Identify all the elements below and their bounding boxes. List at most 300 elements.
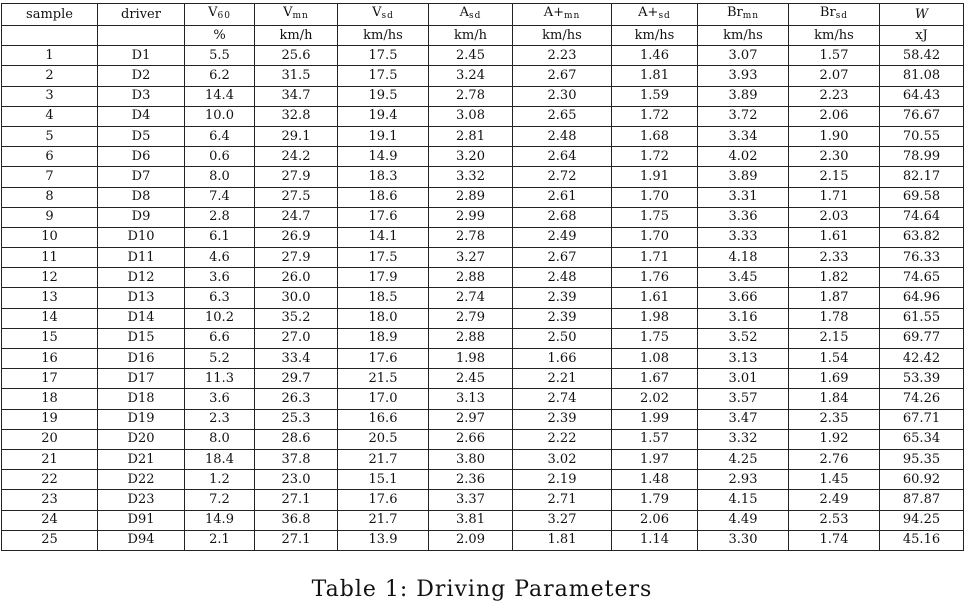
table-cell: D9 [98,207,185,227]
table-cell: 4.18 [698,248,789,268]
table-cell: 8.0 [185,429,255,449]
table-cell: 1.71 [612,248,698,268]
table-cell: 74.26 [880,389,964,409]
table-cell: 2.39 [513,308,612,328]
table-cell: 60.92 [880,470,964,490]
table-cell: 6.3 [185,288,255,308]
table-row [2,389,964,409]
table-cell: 21 [2,449,98,469]
table-cell: 3.31 [698,187,789,207]
table-cell: 1.69 [789,369,880,389]
table-cell: 37.8 [255,449,338,469]
table-cell: 3.34 [698,126,789,146]
table-cell: 2.50 [513,328,612,348]
table-cell: 1.61 [612,288,698,308]
table-cell: 7.2 [185,490,255,510]
table-cell: 6.4 [185,126,255,146]
table-cell: 2.64 [513,147,612,167]
table-cell: 2.71 [513,490,612,510]
table-cell: 23.0 [255,470,338,490]
table-row [2,530,964,550]
table-cell: D22 [98,470,185,490]
header-row [2,4,964,26]
table-cell: 21.5 [338,369,429,389]
column-header-subscript: mn [742,11,760,21]
table-cell: 5.2 [185,349,255,369]
table-cell: D12 [98,268,185,288]
table-cell: 4.49 [698,510,789,530]
column-header [698,4,789,26]
table-row [2,288,964,308]
table-cell: 2.15 [789,167,880,187]
table-cell: 3.36 [698,207,789,227]
table-cell: 27.1 [255,530,338,550]
table-cell: 2.35 [789,409,880,429]
table-cell: 1.66 [513,349,612,369]
table-cell: 3.07 [698,46,789,66]
table-cell: 14 [2,308,98,328]
table-cell: D17 [98,369,185,389]
table-cell: 2.36 [429,470,513,490]
table-cell: 14.9 [185,510,255,530]
table-cell: 14.4 [185,86,255,106]
unit-cell: km/hs [789,26,880,46]
table-cell: 27.9 [255,167,338,187]
table-cell: 94.25 [880,510,964,530]
table-cell: 2.45 [429,46,513,66]
table-cell: 22 [2,470,98,490]
driving-parameters-table-wrap [1,3,963,551]
table-cell: 4.25 [698,449,789,469]
column-header-label: W [914,6,929,22]
table-cell: 2.06 [789,106,880,126]
table-cell: 3.13 [429,389,513,409]
table-cell: 2.68 [513,207,612,227]
table-cell: D8 [98,187,185,207]
table-cell: 58.42 [880,46,964,66]
table-cell: 3.52 [698,328,789,348]
table-row [2,349,964,369]
table-cell: 18 [2,389,98,409]
table-cell: 3.6 [185,268,255,288]
table-cell: 35.2 [255,308,338,328]
table-cell: 1.48 [612,470,698,490]
table-cell: 3.89 [698,86,789,106]
table-cell: 2.88 [429,328,513,348]
table-body [2,46,964,551]
table-cell: 3.32 [698,429,789,449]
table-cell: 2.22 [513,429,612,449]
table-cell: 25.6 [255,46,338,66]
column-header-subscript: mn [563,11,581,21]
table-row [2,429,964,449]
table-cell: 76.33 [880,248,964,268]
table-cell: 2.8 [185,207,255,227]
table-cell: 6.2 [185,66,255,86]
table-cell: 2.67 [513,248,612,268]
table-cell: 1.81 [513,530,612,550]
table-row [2,490,964,510]
table-cell: 95.35 [880,449,964,469]
table-cell: 2.07 [789,66,880,86]
table-cell: 24.2 [255,147,338,167]
unit-cell: % [185,26,255,46]
table-cell: 2.99 [429,207,513,227]
table-cell: 27.0 [255,328,338,348]
table-cell: 21.7 [338,510,429,530]
column-header-label: Br [726,5,743,20]
table-cell: 2.74 [429,288,513,308]
table-cell: 82.17 [880,167,964,187]
table-cell: 3.72 [698,106,789,126]
table-cell: D18 [98,389,185,409]
column-header [612,4,698,26]
table-cell: 18.9 [338,328,429,348]
table-cell: 2.65 [513,106,612,126]
table-cell: 2.79 [429,308,513,328]
table-cell: 9 [2,207,98,227]
table-cell: 7.4 [185,187,255,207]
table-cell: 1.71 [789,187,880,207]
table-cell: 20 [2,429,98,449]
table-row [2,167,964,187]
table-cell: 3.80 [429,449,513,469]
table-cell: 32.8 [255,106,338,126]
table-cell: 3.27 [429,248,513,268]
table-row [2,369,964,389]
table-cell: 0.6 [185,147,255,167]
table-cell: 3.6 [185,389,255,409]
table-cell: 3.66 [698,288,789,308]
table-cell: 67.71 [880,409,964,429]
table-cell: 16.6 [338,409,429,429]
table-cell: 1.87 [789,288,880,308]
table-cell: D7 [98,167,185,187]
table-cell: 69.58 [880,187,964,207]
table-cell: D19 [98,409,185,429]
table-row [2,268,964,288]
column-header-label: A+ [638,5,659,20]
column-header-label: V [283,5,293,20]
table-cell: 87.87 [880,490,964,510]
unit-cell: km/hs [612,26,698,46]
table-cell: 2.02 [612,389,698,409]
unit-cell [98,26,185,46]
table-cell: 2 [2,66,98,86]
unit-cell: km/hs [513,26,612,46]
table-cell: 42.42 [880,349,964,369]
table-cell: 26.9 [255,227,338,247]
table-row [2,227,964,247]
table-cell: 1.08 [612,349,698,369]
table-cell: 1.97 [612,449,698,469]
table-cell: 27.9 [255,248,338,268]
table-cell: 2.49 [789,490,880,510]
table-cell: D1 [98,46,185,66]
table-cell: 5 [2,126,98,146]
table-cell: 3.16 [698,308,789,328]
table-cell: 19.4 [338,106,429,126]
table-cell: 1.92 [789,429,880,449]
table-cell: 17.5 [338,248,429,268]
table-cell: 24 [2,510,98,530]
table-cell: D21 [98,449,185,469]
column-header-subscript: 60 [217,11,231,21]
column-header [185,4,255,26]
table-cell: 2.23 [789,86,880,106]
unit-cell: km/h [429,26,513,46]
table-cell: 2.93 [698,470,789,490]
column-header-subscript: mn [292,11,309,21]
table-cell: 1.72 [612,106,698,126]
table-cell: 2.23 [513,46,612,66]
table-cell: 8 [2,187,98,207]
table-cell: 18.0 [338,308,429,328]
table-cell: 3.01 [698,369,789,389]
table-cell: D23 [98,490,185,510]
table-cell: 16 [2,349,98,369]
table-cell: 27.5 [255,187,338,207]
table-cell: 20.5 [338,429,429,449]
table-cell: 1.75 [612,207,698,227]
column-header [255,4,338,26]
table-cell: 7 [2,167,98,187]
table-cell: 81.08 [880,66,964,86]
table-cell: 2.21 [513,369,612,389]
table-cell: 2.09 [429,530,513,550]
table-cell: 25 [2,530,98,550]
unit-cell: xJ [880,26,964,46]
table-cell: 12 [2,268,98,288]
table-cell: 3.08 [429,106,513,126]
table-cell: 2.67 [513,66,612,86]
table-cell: 1.14 [612,530,698,550]
table-cell: 63.82 [880,227,964,247]
table-cell: 74.65 [880,268,964,288]
column-header [338,4,429,26]
table-cell: 2.45 [429,369,513,389]
table-cell: 1.78 [789,308,880,328]
table-cell: 2.33 [789,248,880,268]
table-cell: 53.39 [880,369,964,389]
column-header-label: A+ [543,5,564,20]
table-cell: 2.66 [429,429,513,449]
table-cell: 8.0 [185,167,255,187]
table-cell: 17.6 [338,349,429,369]
column-header-label: V [372,5,382,20]
table-cell: 17.9 [338,268,429,288]
table-cell: 4.02 [698,147,789,167]
table-row [2,126,964,146]
unit-row [2,26,964,46]
table-cell: 4 [2,106,98,126]
table-cell: 2.15 [789,328,880,348]
table-cell: 2.53 [789,510,880,530]
column-header [429,4,513,26]
table-cell: 2.76 [789,449,880,469]
table-cell: 6.6 [185,328,255,348]
column-header [880,4,964,26]
table-cell: D13 [98,288,185,308]
table-cell: 17 [2,369,98,389]
table-row [2,510,964,530]
table-cell: D2 [98,66,185,86]
table-cell: 3 [2,86,98,106]
table-cell: 1.79 [612,490,698,510]
table-cell: 10.2 [185,308,255,328]
table-cell: 3.27 [513,510,612,530]
table-cell: 1.72 [612,147,698,167]
driving-parameters-table [1,3,964,551]
table-cell: D91 [98,510,185,530]
table-cell: 65.34 [880,429,964,449]
table-cell: 2.61 [513,187,612,207]
table-cell: 2.81 [429,126,513,146]
table-cell: 1.61 [789,227,880,247]
table-cell: 2.49 [513,227,612,247]
table-cell: 23 [2,490,98,510]
table-cell: 1.67 [612,369,698,389]
unit-cell [2,26,98,46]
table-cell: 4.15 [698,490,789,510]
table-cell: 1.54 [789,349,880,369]
table-cell: 1.98 [612,308,698,328]
table-cell: 2.78 [429,227,513,247]
column-header [98,4,185,26]
table-cell: 1.81 [612,66,698,86]
table-cell: D11 [98,248,185,268]
table-cell: 1.84 [789,389,880,409]
table-row [2,207,964,227]
table-cell: 3.81 [429,510,513,530]
table-cell: 3.57 [698,389,789,409]
table-row [2,147,964,167]
table-cell: D20 [98,429,185,449]
table-cell: 2.72 [513,167,612,187]
table-cell: 18.3 [338,167,429,187]
table-cell: 17.5 [338,46,429,66]
table-row [2,449,964,469]
table-cell: 15 [2,328,98,348]
table-cell: 2.1 [185,530,255,550]
table-cell: 2.39 [513,288,612,308]
table-cell: 1.82 [789,268,880,288]
column-header [2,4,98,26]
table-cell: 2.3 [185,409,255,429]
table-cell: 29.7 [255,369,338,389]
table-cell: D5 [98,126,185,146]
table-cell: 4.6 [185,248,255,268]
table-cell: 64.96 [880,288,964,308]
table-cell: 2.48 [513,126,612,146]
table-cell: 1.45 [789,470,880,490]
table-cell: 3.47 [698,409,789,429]
table-cell: 19.1 [338,126,429,146]
table-cell: 3.24 [429,66,513,86]
table-cell: 1 [2,46,98,66]
column-header-subscript: sd [381,11,394,21]
table-cell: 1.46 [612,46,698,66]
table-cell: D16 [98,349,185,369]
table-cell: 13 [2,288,98,308]
table-cell: 64.43 [880,86,964,106]
table-row [2,106,964,126]
table-cell: 26.0 [255,268,338,288]
table-cell: 1.57 [789,46,880,66]
table-cell: 31.5 [255,66,338,86]
table-cell: 2.48 [513,268,612,288]
table-cell: 2.03 [789,207,880,227]
table-row [2,470,964,490]
table-cell: 3.45 [698,268,789,288]
column-header-subscript: sd [835,11,849,21]
unit-cell: km/h [255,26,338,46]
table-cell: 3.30 [698,530,789,550]
table-cell: 1.70 [612,227,698,247]
column-header-label: V [208,5,218,20]
table-cell: 2.30 [789,147,880,167]
table-cell: D6 [98,147,185,167]
table-cell: 61.55 [880,308,964,328]
unit-cell: km/hs [698,26,789,46]
table-cell: 3.37 [429,490,513,510]
table-cell: 76.67 [880,106,964,126]
table-cell: 10.0 [185,106,255,126]
table-cell: 17.0 [338,389,429,409]
table-cell: 74.64 [880,207,964,227]
table-cell: 2.88 [429,268,513,288]
table-row [2,187,964,207]
table-cell: 45.16 [880,530,964,550]
table-cell: 18.5 [338,288,429,308]
table-cell: 25.3 [255,409,338,429]
table-cell: 1.91 [612,167,698,187]
table-cell: 33.4 [255,349,338,369]
column-header-subscript: sd [469,11,482,21]
table-cell: 18.6 [338,187,429,207]
table-cell: 14.1 [338,227,429,247]
unit-cell: km/hs [338,26,429,46]
table-cell: D4 [98,106,185,126]
table-cell: 69.77 [880,328,964,348]
table-cell: 19.5 [338,86,429,106]
table-cell: D15 [98,328,185,348]
table-cell: 2.74 [513,389,612,409]
table-cell: D94 [98,530,185,550]
table-cell: 70.55 [880,126,964,146]
table-cell: 2.19 [513,470,612,490]
table-cell: 17.5 [338,66,429,86]
table-cell: 3.02 [513,449,612,469]
table-cell: 1.76 [612,268,698,288]
table-cell: 6 [2,147,98,167]
table-cell: 3.89 [698,167,789,187]
column-header-label: Br [819,5,836,20]
table-cell: 13.9 [338,530,429,550]
table-cell: 2.30 [513,86,612,106]
table-cell: 5.5 [185,46,255,66]
table-cell: 29.1 [255,126,338,146]
column-header [789,4,880,26]
table-cell: 28.6 [255,429,338,449]
table-cell: 3.13 [698,349,789,369]
table-cell: 27.1 [255,490,338,510]
table-cell: 21.7 [338,449,429,469]
table-cell: 2.39 [513,409,612,429]
table-cell: D3 [98,86,185,106]
table-cell: 1.70 [612,187,698,207]
table-cell: 1.98 [429,349,513,369]
